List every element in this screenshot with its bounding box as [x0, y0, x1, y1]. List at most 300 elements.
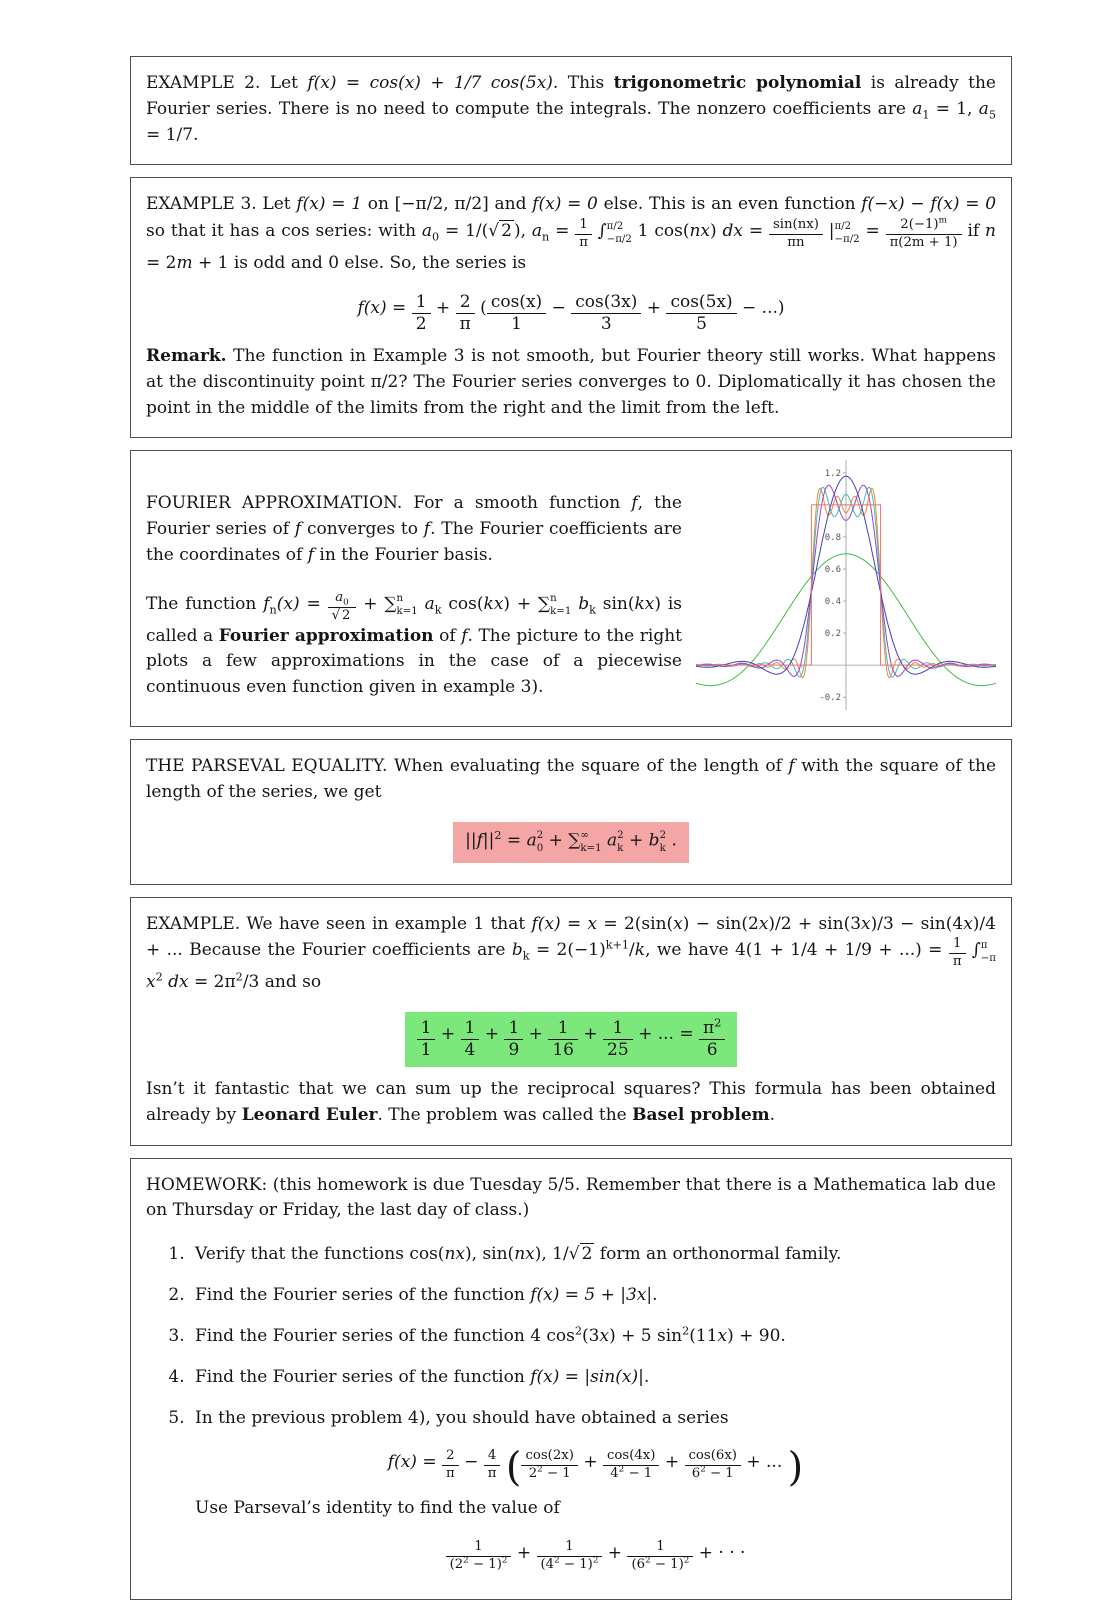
- numerator: [328, 591, 357, 608]
- fraction: [521, 1449, 577, 1482]
- text-run: /3 and so: [242, 972, 322, 993]
- fourier-approximation-box: [130, 450, 1012, 727]
- text-run: cos(: [441, 593, 484, 614]
- bold-text: Fourier approximation: [218, 625, 434, 646]
- math-text: a: [606, 830, 618, 851]
- text-run: π: [703, 1017, 715, 1038]
- text-run: In the previous problem 4), you should have obtained a series: [195, 1407, 729, 1428]
- math-text: f(x): [387, 1452, 417, 1473]
- math-text: m: [176, 253, 193, 273]
- math-text: f: [307, 545, 315, 566]
- text-run: +: [479, 1023, 505, 1044]
- text-run: + ... =: [632, 1023, 699, 1044]
- homework-item-2: [190, 1283, 996, 1309]
- bold-text: Remark.: [146, 345, 227, 366]
- fraction: [504, 1019, 523, 1060]
- superscript: 2: [536, 830, 544, 842]
- numerator: [456, 293, 475, 314]
- text-run: Isn’t it fantastic that we can sum up the reciprocal squares? This formula has been obtained already by: [146, 1078, 996, 1125]
- text-run: + 1 is odd and 0 else. So, the series is: [192, 253, 527, 273]
- text-run: 1: [511, 313, 522, 334]
- math-text: x: [963, 913, 973, 934]
- text-run: − ...): [736, 297, 785, 318]
- denominator: [484, 1466, 501, 1482]
- math-text: f(x) = 5 + |3x|: [530, 1285, 653, 1306]
- text-run: . This: [552, 73, 614, 93]
- text-run: +: [430, 297, 456, 318]
- y-tick-label: 0.6: [824, 565, 841, 576]
- text-run: 16: [552, 1039, 574, 1060]
- homework-list: [170, 1242, 996, 1572]
- fraction: [412, 293, 431, 334]
- superscript: 2: [700, 1464, 706, 1475]
- text-run: 4: [464, 1039, 476, 1060]
- math-text: a: [526, 830, 537, 851]
- text-run: − 1): [468, 1556, 502, 1572]
- math-text: f(x) = x: [531, 913, 598, 934]
- fourier-approximation-plot: [696, 460, 996, 715]
- text-run: 4: [487, 1448, 497, 1464]
- denominator: [521, 1466, 577, 1482]
- text-run: = 2(sin(: [597, 913, 674, 934]
- superscript: 2: [554, 1555, 560, 1566]
- text-run: , we have 4(1 + 1/4 + 1/9 + ...) =: [645, 940, 949, 961]
- denominator: [627, 1557, 693, 1573]
- denominator: [666, 314, 736, 334]
- math-text: f: [788, 756, 795, 777]
- denominator: [685, 1466, 741, 1482]
- text-run: +: [577, 1023, 604, 1044]
- numerator: [417, 1019, 436, 1040]
- text-run: 1: [557, 1017, 569, 1038]
- radicand: 2: [342, 607, 351, 623]
- math-text: dx: [168, 972, 189, 993]
- text-run: 6: [691, 1466, 701, 1482]
- text-run: = 1/(: [439, 221, 489, 242]
- y-tick-label: 0.2: [824, 629, 841, 640]
- fraction: [487, 293, 546, 334]
- math-text: a: [912, 98, 923, 119]
- denominator: [412, 314, 431, 334]
- text-run: 4: [610, 1466, 619, 1482]
- text-run: /: [629, 940, 635, 961]
- superscript: n: [550, 593, 557, 605]
- text-run: (4: [540, 1556, 555, 1572]
- numerator: [603, 1019, 633, 1040]
- subscript: 1: [922, 108, 930, 122]
- math-text: nx: [444, 1244, 465, 1265]
- text-run: ||: [465, 830, 477, 851]
- parseval-box: [130, 739, 1012, 884]
- text-run: THE PARSEVAL EQUALITY. When evaluating the square of the length of: [146, 756, 789, 777]
- numerator: [769, 218, 823, 235]
- text-run: ) − sin(2: [682, 913, 759, 934]
- text-run: FOURIER APPROXIMATION. For a smooth function: [146, 493, 632, 514]
- fraction: [456, 293, 475, 334]
- homework-item-2-text: [195, 1285, 658, 1305]
- homework-item-1: [190, 1242, 996, 1268]
- numerator: [685, 1449, 741, 1466]
- text-run: [418, 594, 425, 614]
- subscript: n: [269, 603, 277, 617]
- text-run: |: [822, 221, 835, 242]
- text-run: =: [416, 1452, 442, 1473]
- radical-sign: √: [331, 607, 341, 623]
- text-run: =: [299, 593, 328, 614]
- text-run: ) + 5 sin: [609, 1325, 683, 1346]
- math-text: nx: [689, 221, 710, 242]
- text-run: ) is called a: [146, 593, 683, 646]
- text-run: 1: [464, 1017, 476, 1038]
- radicand: 2: [581, 1244, 593, 1265]
- denominator: [769, 235, 823, 251]
- radical-sign: √: [488, 221, 500, 242]
- text-run: = 2π: [188, 972, 236, 993]
- radical-sign: √: [568, 1244, 580, 1265]
- subscript: −π/2: [606, 233, 632, 245]
- y-tick-label: 0.4: [824, 597, 841, 608]
- subscript: 5: [988, 108, 996, 122]
- superscript: 2: [645, 1555, 651, 1566]
- text-run: +: [435, 1023, 461, 1044]
- subscript: k=1: [396, 606, 418, 618]
- superscript: π/2: [606, 220, 624, 232]
- fraction: [484, 1449, 501, 1482]
- fraction: [603, 1019, 633, 1060]
- math-text: nx: [514, 1244, 535, 1265]
- text-run: Verify that the functions cos(: [195, 1244, 445, 1265]
- fourier-approximation-text: [146, 460, 682, 706]
- math-text: x: [673, 913, 683, 934]
- subscript: k=1: [550, 606, 572, 618]
- text-run: sin(nx): [772, 217, 819, 233]
- math-text: f(−x) − f(x) = 0: [861, 194, 997, 215]
- text-run: π: [952, 954, 962, 970]
- denominator: [699, 1040, 725, 1060]
- script-stack: [834, 220, 859, 247]
- text-run: =: [549, 221, 576, 242]
- text-run: −: [458, 1452, 484, 1473]
- text-run: ||: [482, 830, 495, 851]
- text-run: =: [501, 830, 527, 851]
- text-run: +: [523, 1023, 549, 1044]
- text-run: 5: [696, 313, 707, 334]
- text-run: )/2 + sin(3: [768, 913, 862, 934]
- text-run: − 1: [542, 1466, 571, 1482]
- denominator: [456, 314, 475, 334]
- denominator: [603, 1040, 633, 1060]
- subscript: 0: [432, 230, 440, 244]
- denominator: [537, 1557, 603, 1573]
- text-run: 1: [420, 1017, 432, 1038]
- text-run: 2: [415, 313, 427, 334]
- text-run: EXAMPLE 3. Let: [146, 194, 297, 215]
- example3-box: [130, 177, 1012, 438]
- bold-text: Leonard Euler: [241, 1104, 378, 1125]
- fraction: [666, 293, 736, 334]
- fraction: [769, 218, 823, 251]
- text-run: 1: [656, 1538, 665, 1554]
- text-run: in the Fourier basis.: [314, 545, 493, 566]
- text-run: cos(5x): [670, 291, 733, 312]
- text-run: + ...: [740, 1452, 788, 1473]
- text-run: = 1,: [929, 98, 979, 119]
- text-run: Find the Fourier series of the function: [195, 1285, 531, 1306]
- bold-text: trigonometric polynomial: [613, 73, 862, 93]
- homework-item-5-target-sum-formula: [195, 1540, 996, 1573]
- subscript: −π/2: [834, 233, 860, 245]
- text-run: π: [579, 235, 588, 251]
- parseval-formula-highlight: [453, 822, 689, 863]
- numerator: [412, 293, 431, 314]
- superscript: π/2: [834, 220, 852, 232]
- y-tick-label: -0.2: [819, 693, 841, 704]
- text-run: 1: [579, 217, 588, 233]
- fraction: [571, 293, 641, 334]
- parseval-formula-row: [146, 822, 996, 863]
- subscript: n: [542, 230, 550, 244]
- math-text: a: [335, 589, 344, 605]
- bold-text: Basel problem: [632, 1104, 770, 1125]
- text-run: = 2: [146, 253, 177, 273]
- math-text: a: [531, 221, 543, 242]
- text-run: 2: [446, 1448, 455, 1464]
- text-run: 2: [528, 1466, 538, 1482]
- text-run: if: [961, 221, 986, 242]
- math-text: f: [423, 519, 431, 540]
- square-root: [332, 607, 353, 623]
- superscript: 2: [155, 970, 163, 984]
- math-text: a: [421, 221, 433, 242]
- text-run: 1: [415, 291, 427, 312]
- text-run: )/4 + ... Because the Fourier coefficients are: [146, 913, 996, 961]
- text-run: 1: [508, 1017, 520, 1038]
- denominator: [949, 954, 966, 970]
- numerator: [461, 1019, 480, 1040]
- denominator: [886, 235, 962, 251]
- text-run: Find the Fourier series of the function 4 cos: [195, 1325, 575, 1346]
- superscript: 2: [682, 1324, 690, 1338]
- math-text: x: [717, 1325, 728, 1346]
- math-text: kx: [634, 593, 655, 614]
- big-paren: ): [787, 1444, 804, 1491]
- radicand: 2: [501, 221, 512, 242]
- math-text: kx: [483, 593, 504, 614]
- fraction: [627, 1540, 693, 1573]
- math-text: x: [861, 913, 871, 934]
- superscript: 2: [494, 829, 502, 843]
- text-run: . The problem was called the: [377, 1104, 633, 1125]
- text-run: The function in Example 3 is not smooth, but Fourier theory still works. What happens at the discontinuity point π/2? The Fourier series converges to 0. Diplomatically it has chosen the point in the middle of the limits from the right and the limit from the left.: [146, 345, 996, 418]
- text-run: .: [769, 1104, 776, 1125]
- text-run: converges to: [301, 519, 424, 540]
- denominator: [328, 608, 357, 624]
- text-run: (3: [582, 1325, 600, 1346]
- text-run: 9: [508, 1039, 520, 1060]
- superscript: 2: [592, 1555, 599, 1566]
- math-text: (x): [276, 593, 300, 614]
- math-text: k: [634, 940, 646, 961]
- text-run: + ∑: [356, 593, 397, 614]
- text-run: 25: [607, 1039, 629, 1060]
- denominator: [417, 1040, 436, 1060]
- denominator: [446, 1557, 512, 1573]
- basel-sum-formula-highlight: [405, 1012, 738, 1067]
- text-run: π(2m + 1): [889, 235, 958, 251]
- math-text: f: [263, 593, 270, 614]
- text-run: = 1/7.: [146, 124, 199, 145]
- fourier-approximation-paragraph-2: [146, 591, 682, 701]
- text-run: ∫: [965, 940, 981, 961]
- text-run: form an orthonormal family.: [594, 1244, 842, 1265]
- example3-series-formula: [146, 293, 996, 334]
- fraction: [417, 1019, 436, 1060]
- remark-paragraph: [146, 344, 996, 421]
- numerator: [666, 293, 736, 314]
- superscript: π: [980, 939, 988, 951]
- subscript: 0: [343, 597, 349, 608]
- superscript: 2: [537, 1464, 543, 1475]
- text-run: 1: [474, 1538, 483, 1554]
- fourier-approximation-paragraph-1: [146, 491, 682, 568]
- superscript: 2: [659, 830, 667, 842]
- numerator: [699, 1016, 725, 1040]
- numerator: [575, 218, 592, 235]
- text-run: +: [659, 1452, 685, 1473]
- script-stack: [607, 220, 632, 247]
- text-run: Find the Fourier series of the function: [195, 1366, 531, 1387]
- text-run: cos(6x): [688, 1448, 737, 1464]
- text-run: .: [652, 1285, 658, 1306]
- numerator: [571, 293, 641, 314]
- text-run: 1: [952, 936, 962, 952]
- text-run: πn: [787, 235, 805, 251]
- text-run: 6: [706, 1039, 718, 1060]
- text-run: ) + ∑: [503, 593, 551, 614]
- homework-item-3: [190, 1324, 996, 1350]
- math-text: f(x) = cos(x) + 1/7 cos(5x): [307, 73, 553, 93]
- text-run: HOMEWORK: (this homework is due Tuesday 5/5. Remember that there is a Mathematica lab due on Thursday or Friday, the last day of class.): [146, 1174, 996, 1221]
- subscript: 0: [536, 843, 544, 855]
- math-text: x: [758, 913, 769, 934]
- text-run: π: [459, 313, 471, 334]
- text-run: ) + 90.: [727, 1325, 786, 1346]
- math-text: b: [511, 940, 523, 961]
- numerator: [504, 1019, 523, 1040]
- text-run: + ∑: [543, 830, 581, 851]
- math-text: a: [424, 593, 435, 614]
- homework-item-5-parseval-text: [195, 1496, 996, 1522]
- numerator: [487, 293, 546, 314]
- denominator: [442, 1466, 459, 1482]
- text-run: )/3 − sin(4: [870, 913, 964, 934]
- text-run: ),: [513, 221, 532, 242]
- homework-item-5-text: [195, 1408, 729, 1428]
- text-run: + · · ·: [693, 1542, 746, 1563]
- fraction: [537, 1540, 603, 1573]
- text-run: so that it has a cos series: with: [146, 221, 422, 242]
- text-run: (11: [689, 1325, 718, 1346]
- text-run: cos(3x): [575, 291, 638, 312]
- text-run: =: [386, 297, 412, 318]
- text-run: on [−π/2, π/2] and: [362, 194, 533, 215]
- homework-item-3-text: [195, 1326, 786, 1346]
- numerator: [603, 1449, 659, 1466]
- numerator: [949, 937, 966, 954]
- fraction: [575, 218, 592, 251]
- text-run: is already the Fourier series. There is no need to compute the integrals. The nonzero coefficients are: [146, 73, 996, 119]
- numerator: [446, 1540, 512, 1557]
- script-stack: [981, 939, 996, 966]
- math-text: f(x) = |sin(x)|: [530, 1366, 644, 1387]
- math-text: b: [578, 593, 590, 614]
- denominator: [487, 314, 546, 334]
- script-stack: [550, 592, 571, 619]
- text-run: − 1: [624, 1466, 653, 1482]
- numerator: [886, 215, 962, 235]
- text-run: with the square of the length of the series, we get: [146, 756, 997, 803]
- homework-intro: [146, 1173, 996, 1225]
- text-run: +: [602, 1542, 628, 1563]
- superscript: 2: [683, 1555, 690, 1566]
- text-run: 1: [420, 1039, 432, 1060]
- text-run: (: [474, 297, 487, 318]
- text-run: 2: [459, 291, 471, 312]
- square-root: [488, 220, 514, 241]
- text-run: cos(4x): [607, 1448, 656, 1464]
- text-run: +: [623, 830, 649, 851]
- math-text: f: [461, 625, 468, 646]
- math-text: f(x) = 1: [296, 194, 363, 215]
- text-run: +: [511, 1542, 537, 1563]
- fraction: [886, 215, 962, 251]
- denominator: [504, 1040, 523, 1060]
- big-paren: (: [505, 1444, 522, 1491]
- text-run: (6: [631, 1556, 646, 1572]
- text-run: . The Fourier coefficients are the coordinates of: [146, 519, 682, 566]
- fraction: [548, 1019, 578, 1060]
- subscript: k: [522, 949, 530, 963]
- example2-paragraph: [146, 71, 996, 148]
- example3-paragraph: [146, 192, 996, 276]
- text-run: 2(−1): [900, 217, 939, 233]
- math-text: x: [599, 1325, 610, 1346]
- text-run: EXAMPLE. We have seen in example 1 that: [146, 913, 532, 934]
- math-text: a: [978, 98, 989, 119]
- script-stack: [397, 592, 418, 619]
- text-run: ), 1/: [534, 1244, 569, 1265]
- numerator: [627, 1540, 693, 1557]
- fraction: [699, 1016, 725, 1060]
- fraction: [603, 1449, 659, 1482]
- text-run: .: [643, 1366, 650, 1387]
- numerator: [521, 1449, 577, 1466]
- text-run: − 1: [705, 1466, 734, 1482]
- text-run: The function: [146, 593, 264, 614]
- superscript: 2: [463, 1555, 469, 1566]
- text-run: 3: [600, 313, 612, 334]
- basel-formula-row: [146, 1012, 996, 1067]
- text-run: = 2(−1): [529, 940, 606, 961]
- text-run: , the Fourier series of: [146, 493, 682, 540]
- text-run: π: [445, 1466, 455, 1482]
- superscript: ∞: [580, 830, 589, 842]
- example2-box: [130, 56, 1012, 165]
- parseval-paragraph: [146, 754, 996, 806]
- subscript: k: [589, 603, 596, 617]
- text-run: +: [577, 1452, 603, 1473]
- text-run: (2: [449, 1556, 464, 1572]
